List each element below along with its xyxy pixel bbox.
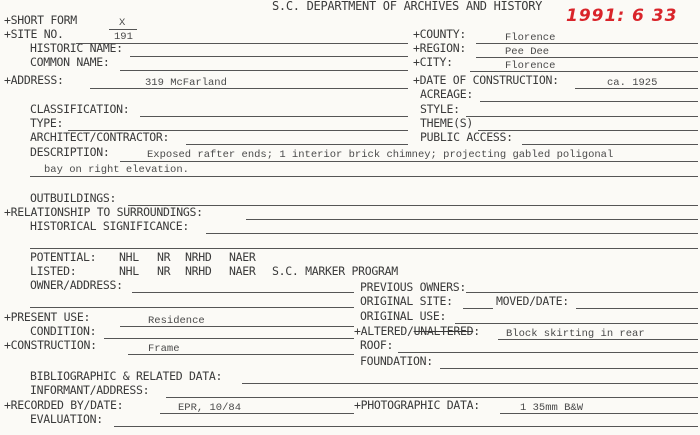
altered-value: Block skirting in rear	[506, 328, 645, 340]
foundation-label: FOUNDATION:	[360, 354, 433, 368]
recorded-by-label: +RECORDED BY/DATE:	[4, 398, 124, 412]
original-site-label: ORIGINAL SITE:	[360, 294, 453, 308]
potential-nr: NR	[157, 250, 171, 264]
bibliographic-label: BIBLIOGRAPHIC & RELATED DATA:	[30, 369, 223, 383]
historical-significance-label: HISTORICAL SIGNIFICANCE:	[30, 219, 189, 233]
altered-label	[354, 325, 480, 338]
potential-nhl: NHL	[119, 250, 139, 264]
site-no-label: +SITE NO.	[4, 27, 64, 41]
handwritten-accession-number: 1991: 6 33	[566, 6, 678, 26]
county-label: +COUNTY:	[413, 27, 466, 41]
roof-label: ROOF:	[360, 338, 394, 352]
address-value: 319 McFarland	[145, 77, 227, 89]
city-label: +CITY:	[413, 55, 453, 69]
city-value: Florence	[505, 60, 556, 72]
owner-address-label: OWNER/ADDRESS:	[30, 278, 123, 292]
outbuildings-label: OUTBUILDINGS:	[30, 191, 117, 205]
potential-naer: NAER	[229, 250, 256, 264]
listed-nrhd: NRHD	[185, 264, 212, 278]
potential-nrhd: NRHD	[185, 250, 212, 264]
present-use-value: Residence	[148, 315, 205, 327]
architect-label: ARCHITECT/CONTRACTOR:	[30, 130, 170, 144]
listed-label: LISTED:	[30, 264, 77, 278]
acreage-label: ACREAGE:	[420, 87, 473, 101]
listed-naer: NAER	[229, 264, 256, 278]
public-access-label: PUBLIC ACCESS:	[420, 130, 513, 144]
date-of-construction-label: +DATE OF CONSTRUCTION:	[413, 73, 559, 87]
region-value: Pee Dee	[505, 46, 550, 58]
short-form-label: +SHORT FORM	[4, 13, 77, 27]
altered-prefix: +ALTERED/	[354, 324, 414, 338]
region-label: +REGION:	[413, 41, 466, 55]
altered-suffix: :	[473, 324, 480, 338]
moved-date-label: MOVED/DATE:	[496, 294, 569, 308]
informant-label: INFORMANT/ADDRESS:	[30, 383, 150, 397]
site-no-value: 191	[114, 31, 133, 43]
common-name-label: COMMON NAME:	[30, 55, 110, 69]
present-use-label: +PRESENT USE:	[4, 310, 91, 324]
original-use-label: ORIGINAL USE:	[360, 309, 447, 323]
listed-sc-marker: S.C. MARKER PROGRAM	[272, 264, 398, 278]
listed-nhl: NHL	[119, 264, 139, 278]
county-value: Florence	[505, 32, 556, 44]
type-label: TYPE:	[30, 116, 64, 130]
previous-owners-label: PREVIOUS OWNERS:	[360, 280, 466, 294]
evaluation-label: EVALUATION:	[30, 412, 103, 426]
construction-value: Frame	[148, 343, 180, 355]
unaltered-struck: UNALTERED	[413, 324, 474, 338]
listed-nr: NR	[157, 264, 171, 278]
classification-label: CLASSIFICATION:	[30, 102, 130, 116]
potential-label: POTENTIAL:	[30, 250, 97, 264]
date-of-construction-value: ca. 1925	[607, 77, 658, 89]
description-label: DESCRIPTION:	[30, 145, 110, 159]
construction-label: +CONSTRUCTION:	[4, 338, 97, 352]
description-line-1: Exposed rafter ends; 1 interior brick chimney; projecting gabled poligonal	[147, 149, 614, 161]
theme-label: THEME(S)	[420, 116, 473, 130]
recorded-by-value: EPR, 10/84	[178, 402, 242, 414]
style-label: STYLE:	[420, 102, 460, 116]
description-line-2: bay on right elevation.	[44, 164, 189, 176]
photographic-value: 1 35mm B&W	[520, 402, 584, 414]
condition-label: CONDITION:	[30, 324, 97, 338]
address-label: +ADDRESS:	[4, 73, 64, 87]
photographic-label: +PHOTOGRAPHIC DATA:	[354, 398, 480, 412]
agency-title: S.C. DEPARTMENT OF ARCHIVES AND HISTORY	[272, 0, 543, 13]
relationship-label: +RELATIONSHIP TO SURROUNDINGS:	[4, 205, 203, 219]
historic-name-label: HISTORIC NAME:	[30, 41, 123, 55]
short-form-value: X	[119, 17, 126, 29]
